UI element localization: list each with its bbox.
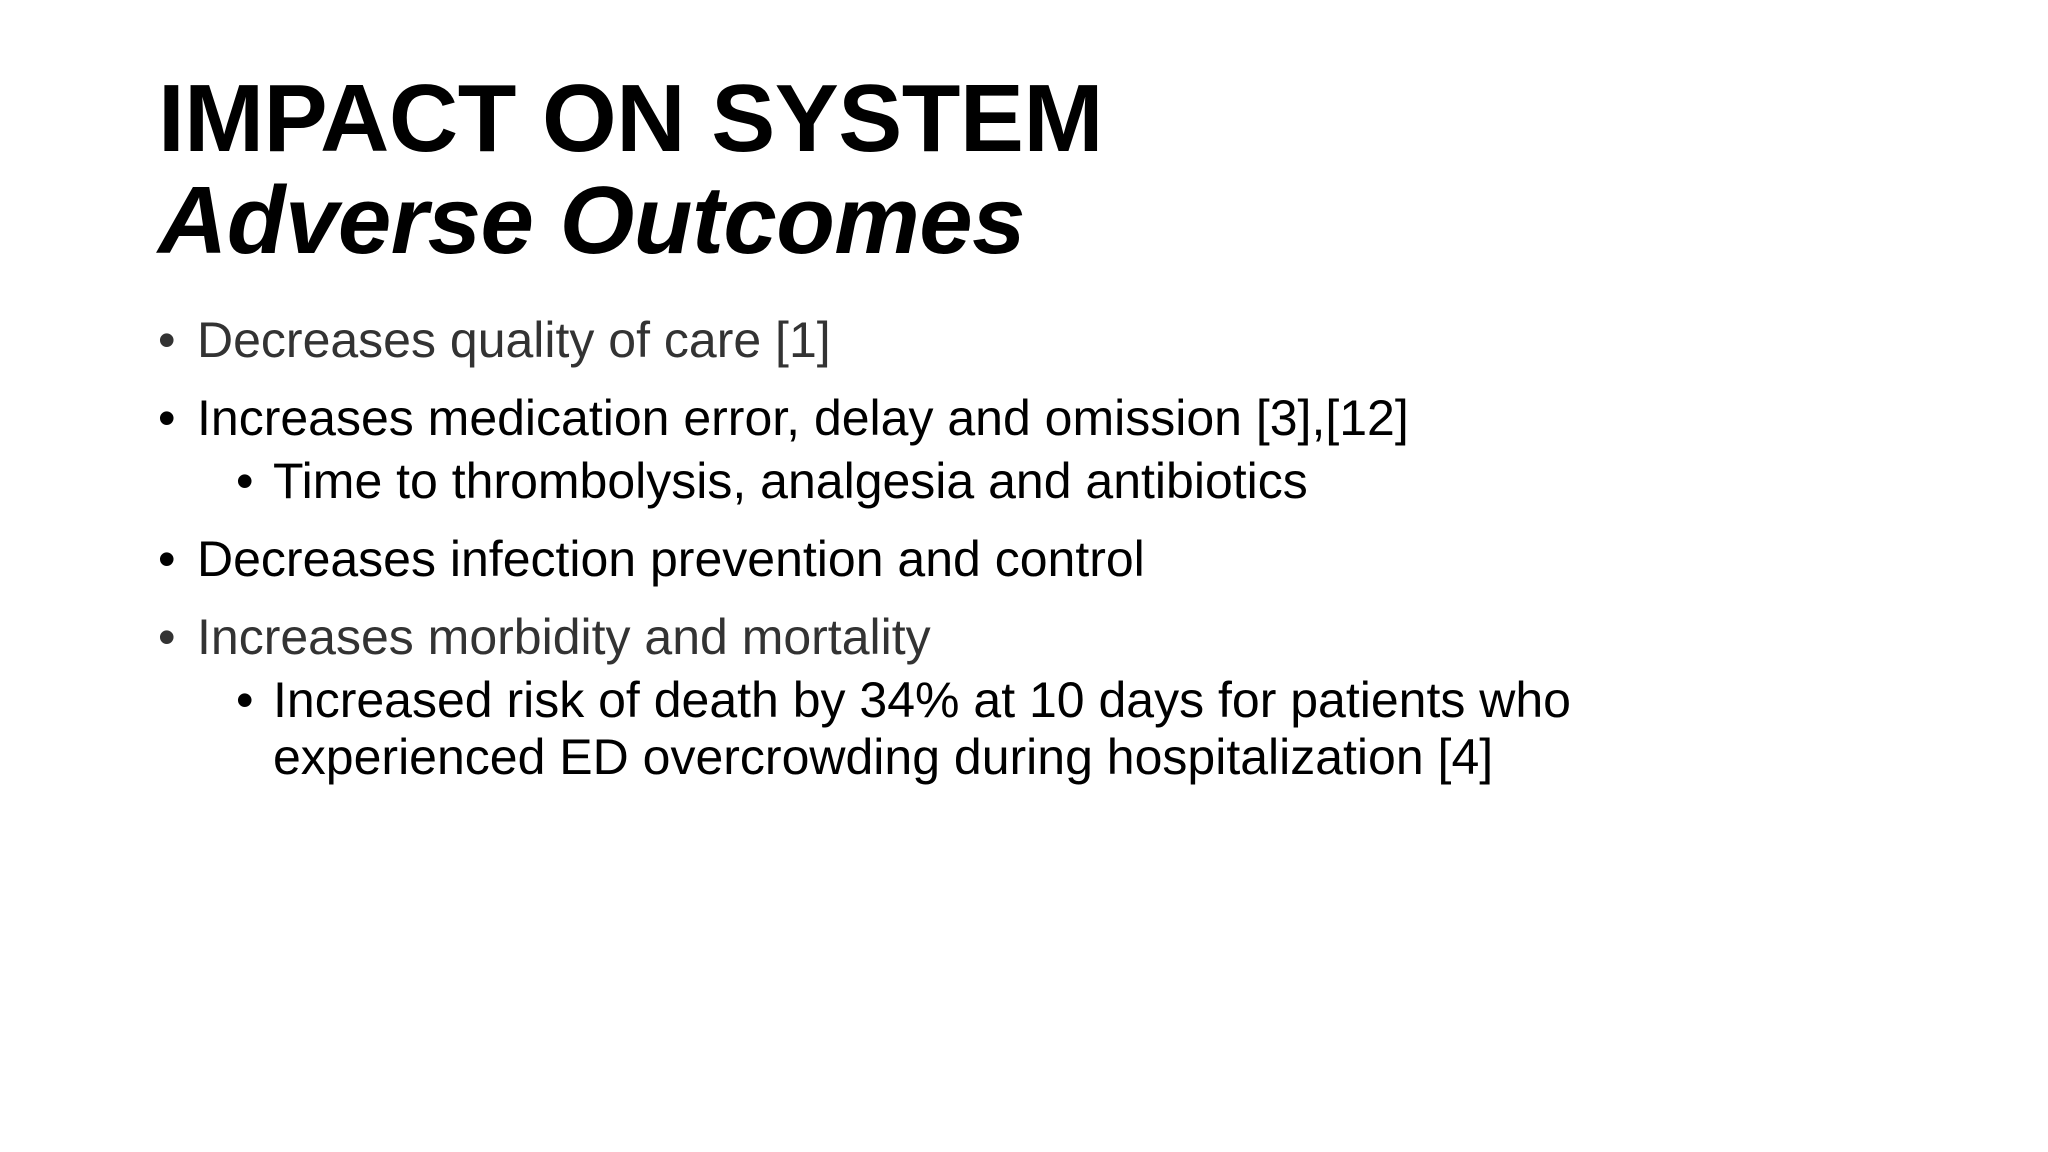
slide-title: IMPACT ON SYSTEM (158, 65, 1103, 172)
bullet-item (158, 390, 1908, 447)
sub-bullet-text: Time to thrombolysis, analgesia and antibiotics (273, 453, 1308, 509)
bullet-dot-icon: • (158, 531, 176, 587)
bullet-dot-icon: • (236, 453, 254, 509)
sub-bullet-item (236, 453, 1908, 510)
bullet-text: Decreases infection prevention and control (197, 531, 1145, 587)
bullet-item (158, 531, 1908, 588)
bullet-dot-icon: • (158, 390, 176, 446)
bullet-dot-icon: • (236, 672, 254, 728)
bullet-item (158, 312, 1908, 369)
bullet-dot-icon: • (158, 312, 176, 368)
bullet-text: Increases morbidity and mortality (197, 609, 931, 665)
bullet-text: Decreases quality of care [1] (197, 312, 831, 368)
sub-bullet-line: experienced ED overcrowding during hospitalization [4] (273, 729, 1494, 785)
bullet-item (158, 609, 1908, 666)
bullet-dot-icon: • (158, 609, 176, 665)
slide-subtitle: Adverse Outcomes (158, 167, 1026, 274)
bullet-list (158, 312, 1908, 807)
title-block (158, 65, 1858, 274)
sub-bullet-line: Increased risk of death by 34% at 10 days for patients who (273, 672, 1571, 728)
bullet-text: Increases medication error, delay and omission [3],[12] (197, 390, 1409, 446)
sub-bullet-item (236, 672, 1908, 786)
